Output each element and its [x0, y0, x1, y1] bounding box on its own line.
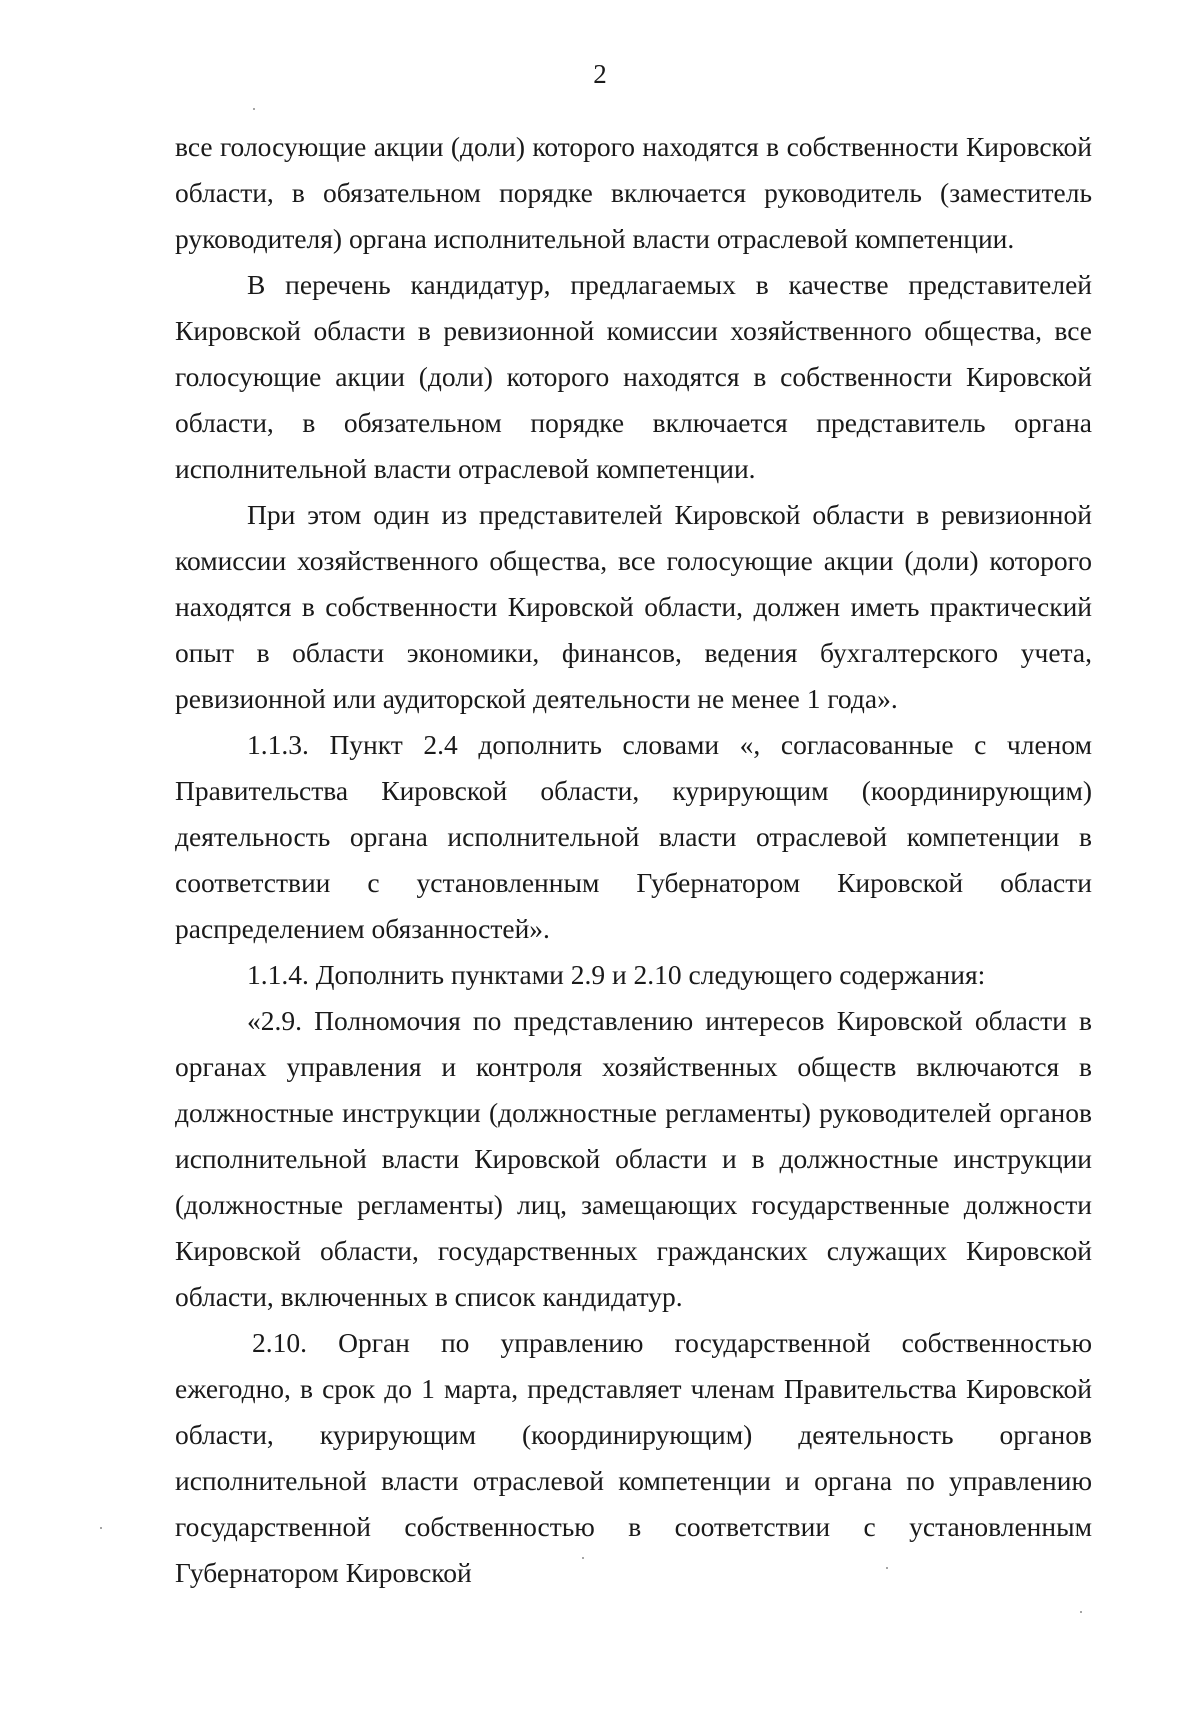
document-body — [175, 124, 1092, 1596]
scan-speck — [886, 1567, 888, 1569]
paragraph-5: 1.1.4. Дополнить пунктами 2.9 и 2.10 следующего содержания: — [247, 959, 986, 990]
paragraph-1: все голосующие акции (доли) которого находятся в собственности Кировской области, в обязательном порядке включается руководитель (заместитель руководителя) органа исполнительной власти отраслевой компетенции. — [175, 131, 1092, 254]
paragraph-3: При этом один из представителей Кировской области в ревизионной комиссии хозяйственного общества, все голосующие акции (доли) которого находятся в собственности Кировской области, должен иметь практический опыт в области экономики, финансов, ведения бухгалтерского учета, ревизионной или аудиторской деятельности не менее 1 года». — [175, 499, 1092, 714]
paragraph-4: 1.1.3. Пункт 2.4 дополнить словами «, согласованные с членом Правительства Кировской области, курирующим (координирующим) деятельность органа исполнительной власти отраслевой компетенции в соответствии с установленным Губернатором Кировской области распределением обязанностей». — [175, 729, 1092, 944]
paragraph-6: «2.9. Полномочия по представлению интересов Кировской области в органах управления и контроля хозяйственных обществ включаются в должностные инструкции (должностные регламенты) руководителей органов исполнительной власти Кировской области и в должностные инструкции (должностные регламенты) лиц, замещающих государственные должности Кировской области, государственных гражданских служащих Кировской области, включенных в список кандидатур. — [175, 1005, 1092, 1312]
scan-speck — [1080, 1611, 1082, 1613]
scan-speck — [100, 1527, 102, 1529]
scan-speck — [253, 108, 255, 110]
page-number: 2 — [593, 59, 607, 89]
paragraph-7: 2.10. Орган по управлению государственной собственностью ежегодно, в срок до 1 марта, представляет членам Правительства Кировской области, курирующим (координирующим) деятельность органов исполнительной власти отраслевой компетенции и органа по управлению государственной собственностью в соответствии с установленным Губернатором Кировской — [175, 1327, 1092, 1588]
paragraph-2: В перечень кандидатур, предлагаемых в качестве представителей Кировской области в ревизионной комиссии хозяйственного общества, все голосующие акции (доли) которого находятся в собственности Кировской области, в обязательном порядке включается представитель органа исполнительной власти отраслевой компетенции. — [175, 269, 1092, 484]
scan-speck — [582, 1557, 584, 1559]
